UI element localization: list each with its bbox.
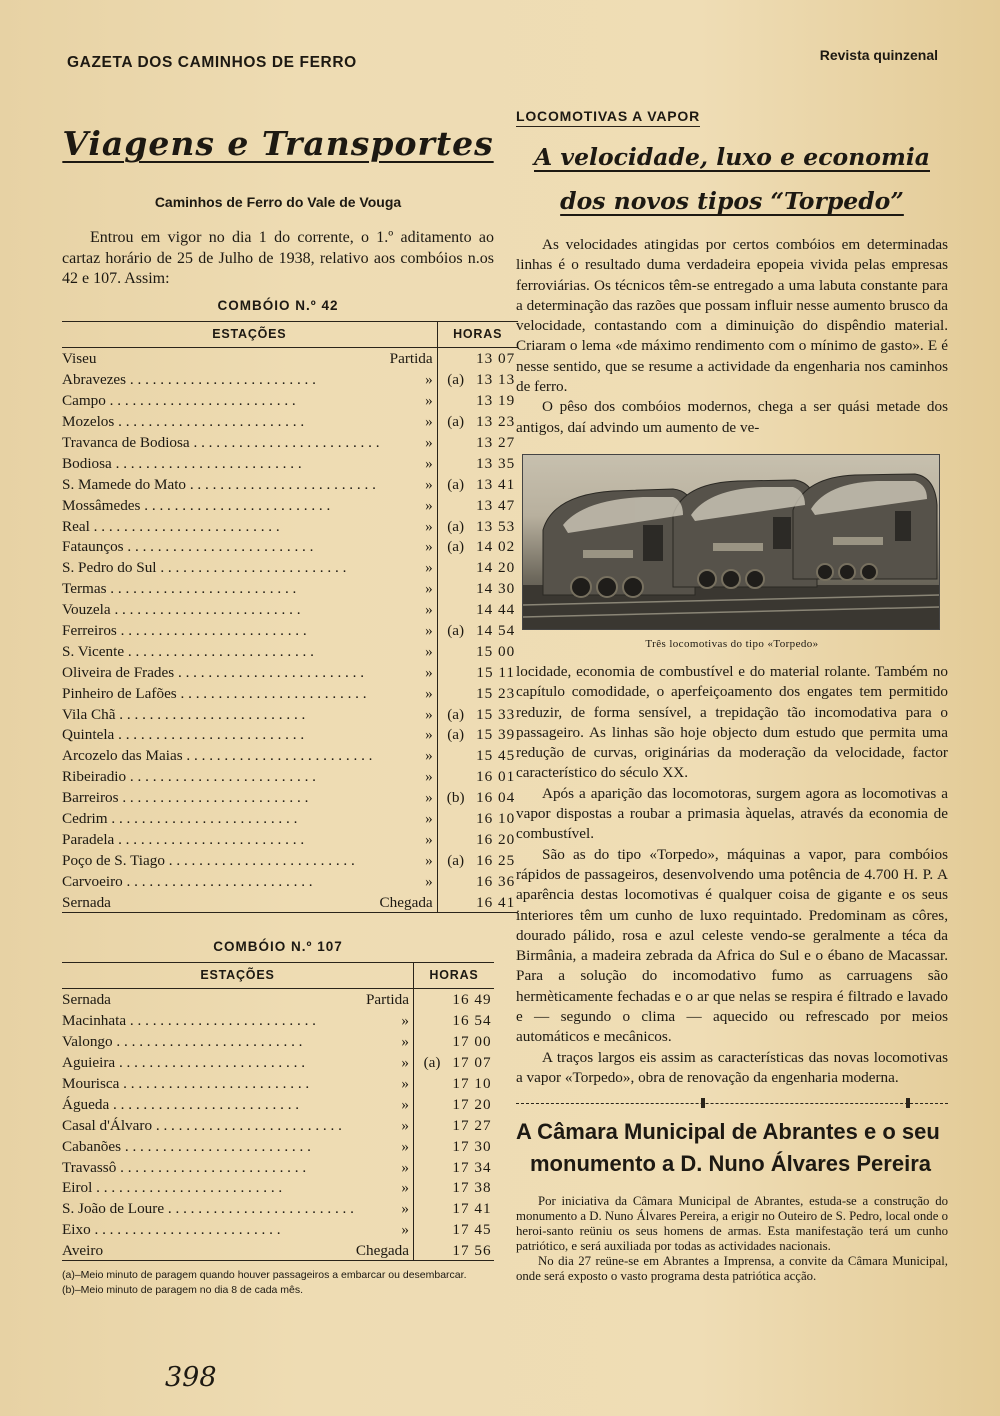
station-name: Aguieira <box>62 1054 116 1072</box>
departure-mark: » <box>401 1054 409 1072</box>
station-name: Vouzela <box>62 601 111 619</box>
leader-dots <box>177 685 367 702</box>
departure-mark: » <box>425 580 433 598</box>
timetable-row <box>62 368 518 389</box>
station-name: Águeda <box>62 1095 110 1113</box>
time-note: (a) <box>447 621 465 639</box>
departure-mark: » <box>425 851 433 869</box>
timetable-row <box>62 431 518 452</box>
station-name: Pinheiro de Lafões <box>62 684 177 702</box>
timetable-row <box>62 870 518 891</box>
leader-dots <box>140 497 330 514</box>
station-name: Valongo <box>62 1033 113 1051</box>
timetable-row <box>62 1093 494 1114</box>
departure-mark: » <box>401 1012 409 1030</box>
departure-mark: » <box>425 768 433 786</box>
article-paragraph: As velocidades atingidas por certos combóios em determinadas linhas é o resultado duma verdadeira epopeia vivida pelas empresas ferroviárias. Os técnicos têm-se entregado a uma labuta constante para a determinação das razões que possam influir nesse aumento brusco da velocidade, contastando com a diminuição do dispêndio material. Criaram o lema «de máximo rendimento com o mínimo de gasto». E é nesse sentido, que se resume a actividade da engenharia nos caminhos de ferro. <box>516 236 948 396</box>
station-name: Oliveira de Frades <box>62 663 175 681</box>
divider-ornament <box>906 1098 910 1108</box>
timetable-row <box>62 1197 494 1218</box>
station-name: Fataunços <box>62 538 124 556</box>
torpedo-locomotives-illustration <box>523 455 939 629</box>
departure-mark: » <box>425 601 433 619</box>
departure-mark: Partida <box>389 350 433 368</box>
article-body-top <box>516 235 948 438</box>
train-42-title: COMBÓIO N.º 42 <box>217 297 339 313</box>
article-paragraph: A traços largos eis assim as características das novas locomotivas a vapor «Torpedo», obra de renovação da engenharia moderna. <box>516 1048 948 1086</box>
departure-mark: » <box>425 413 433 431</box>
article-headline <box>516 135 948 223</box>
time-value: 13 27 <box>476 433 516 451</box>
time-value: 17 56 <box>452 1242 492 1260</box>
time-value: 17 41 <box>452 1200 492 1218</box>
station-name: Sernada <box>62 893 111 911</box>
leader-dots <box>126 371 316 388</box>
station-name: Paradela <box>62 830 115 848</box>
leader-dots <box>113 1033 303 1050</box>
stations-header: ESTAÇÕES <box>62 962 414 988</box>
time-note: (a) <box>447 371 465 389</box>
departure-mark: » <box>401 1179 409 1197</box>
photo-caption: Três locomotivas do tipo «Torpedo» <box>645 637 819 650</box>
running-header-publication: GAZETA DOS CAMINHOS DE FERRO <box>67 54 357 71</box>
leader-dots <box>109 1096 299 1113</box>
time-value: 15 11 <box>476 663 515 681</box>
timetable-notes <box>62 1269 494 1296</box>
timetable-row <box>62 1156 494 1177</box>
departure-mark: » <box>425 642 433 660</box>
departure-mark: » <box>425 621 433 639</box>
section-title: Viagens e Transportes <box>62 124 494 163</box>
article-paragraph: No dia 27 reüne-se em Abrantes a Imprensa, a convite da Câmara Municipal, onde será exposto o vasto programa desta patriótica acção. <box>516 1254 948 1284</box>
station-name: S. Pedro do Sul <box>62 559 157 577</box>
station-name: Poço de S. Tiago <box>62 851 165 869</box>
leader-dots <box>92 1179 282 1196</box>
station-name: Mourisca <box>62 1075 120 1092</box>
time-value: 15 45 <box>476 747 516 765</box>
leader-dots <box>116 1159 306 1176</box>
leader-dots <box>111 601 301 618</box>
departure-mark: » <box>425 559 433 577</box>
departure-mark: » <box>425 872 433 890</box>
time-value: 16 41 <box>476 893 516 911</box>
leader-dots <box>116 706 306 723</box>
leader-dots <box>119 1075 309 1092</box>
station-name: Mozelos <box>62 413 115 431</box>
departure-mark: » <box>401 1158 409 1176</box>
leader-dots <box>114 726 304 743</box>
leader-dots <box>108 810 298 827</box>
time-value: 17 20 <box>452 1095 492 1113</box>
time-value: 14 02 <box>476 538 516 556</box>
abrantes-title-line-2: monumento a D. Nuno Álvares Pereira <box>530 1151 931 1177</box>
timetable-row <box>62 891 518 912</box>
timetable-row <box>62 389 518 410</box>
station-name: S. Mamede do Mato <box>62 475 187 493</box>
timetable-row <box>62 556 518 577</box>
time-value: 16 01 <box>476 768 516 786</box>
timetable-subtitle: Caminhos de Ferro do Vale de Vouga <box>154 194 402 210</box>
note-a: (a)–Meio minuto de paragem quando houver passageiros a embarcar ou desembarcar. <box>62 1269 467 1282</box>
station-name: Real <box>62 517 90 535</box>
station-name: Campo <box>62 392 106 410</box>
page-number: 398 <box>165 1362 217 1393</box>
time-value: 17 30 <box>452 1137 492 1155</box>
time-value: 13 13 <box>476 371 516 389</box>
time-value: 13 41 <box>476 475 516 493</box>
timetable-row <box>62 598 518 619</box>
departure-mark: » <box>425 433 433 451</box>
timetable-row <box>62 807 518 828</box>
station-name: Casal d'Álvaro <box>62 1116 153 1134</box>
time-value: 17 45 <box>452 1221 492 1239</box>
headline-line-1: A velocidade, luxo e economia <box>534 143 930 171</box>
time-value: 16 36 <box>476 872 516 890</box>
timetable-intro: Entrou em vigor no dia 1 do corrente, o 1.º aditamento ao cartaz horário de 25 de Julho de 1938, relativo aos combóios n.os 42 e 107. Assim: <box>62 229 494 287</box>
time-note: (a) <box>447 413 465 431</box>
timetable-row <box>62 682 518 703</box>
article-paragraph: Por iniciativa da Câmara Municipal de Abrantes, estuda-se a construção do monumento a D. Nuno Álvares Pereira, a erigir no Outeiro de S. Pedro, local onde o heroi-santo reüniu os seus homens de armas. Esta manifestação terá um cunho patriótico, e será auxiliada por todas as actividades nacionais. <box>516 1194 948 1254</box>
leader-dots <box>114 831 304 848</box>
leader-dots <box>114 413 304 430</box>
departure-mark: » <box>425 747 433 765</box>
train-107-title: COMBÓIO N.º 107 <box>213 938 343 954</box>
headline-line-2: dos novos tipos “Torpedo” <box>560 187 904 215</box>
departure-mark: » <box>425 371 433 389</box>
leader-dots <box>91 1221 281 1238</box>
time-value: 13 35 <box>476 454 516 472</box>
station-name: Mossâmedes <box>62 496 141 514</box>
article-paragraph: São as do tipo «Torpedo», máquinas a vapor, para combóios rápidos de passageiros, desenvolvendo uma potência de 4.700 H. P. A aparência destas locomotivas é qualquer coisa de gigante e os seus interiores têm um cunho de luxo requintado. Predominam as côres, dourado pálido, rosa e azul celeste vendo-se geralmente a téca da Birmânia, a madeira zebrada da Africa do Sul e o ébano de Macassar. Para a solução do incomodativo fumo as carruagens são hermèticamente fechadas e o ar que nelas se respira é filtrado e lavado e — segundo o clima — aquecido ou refrescado por meios automáticos e mecânicos. <box>516 845 948 1046</box>
time-value: 16 25 <box>476 851 516 869</box>
departure-mark: » <box>425 663 433 681</box>
right-column <box>516 108 948 1284</box>
locomotives-photo <box>522 454 940 630</box>
timetable-42-body <box>62 347 518 912</box>
timetable-row <box>62 988 494 1009</box>
abrantes-article-body <box>516 1194 948 1284</box>
leader-dots <box>119 789 309 806</box>
departure-mark: » <box>425 684 433 702</box>
divider-line <box>516 1103 948 1104</box>
departure-mark: Partida <box>365 991 409 1009</box>
timetable-row <box>62 452 518 473</box>
station-name: S. Vicente <box>62 642 125 660</box>
departure-mark: » <box>401 1200 409 1218</box>
leader-dots <box>174 664 364 681</box>
departure-mark: » <box>401 1033 409 1051</box>
time-note: (a) <box>447 851 465 869</box>
station-name: Quintela <box>62 726 115 744</box>
station-name: Vila Chã <box>62 705 116 723</box>
departure-mark: » <box>401 1116 409 1134</box>
time-value: 13 47 <box>476 496 516 514</box>
station-name: Bodiosa <box>62 454 112 472</box>
time-note: (a) <box>423 1054 441 1072</box>
time-value: 17 27 <box>452 1116 492 1134</box>
departure-mark: » <box>401 1221 409 1239</box>
leader-dots <box>112 455 302 472</box>
leader-dots <box>106 392 296 409</box>
station-name: Sernada <box>62 991 111 1009</box>
timetable-row <box>62 619 518 640</box>
article-section-label: LOCOMOTIVAS A VAPOR <box>516 108 700 127</box>
timetable-row <box>62 410 518 431</box>
departure-mark: » <box>401 1095 409 1113</box>
time-value: 15 00 <box>476 642 516 660</box>
timetable-row <box>62 828 518 849</box>
time-value: 15 33 <box>476 705 516 723</box>
timetable-row <box>62 577 518 598</box>
time-value: 17 00 <box>452 1033 492 1051</box>
station-name: Eixo <box>62 1221 91 1239</box>
departure-mark: » <box>425 475 433 493</box>
time-value: 16 04 <box>476 789 516 807</box>
station-name: Aveiro <box>62 1242 104 1260</box>
timetable-row <box>62 849 518 870</box>
station-name: Eirol <box>62 1179 93 1197</box>
timetable-train-42 <box>62 321 518 913</box>
leader-dots <box>123 873 313 890</box>
timetable-row <box>62 1051 494 1072</box>
time-value: 14 44 <box>476 601 516 619</box>
note-b: (b)–Meio minuto de paragem no dia 8 de cada mês. <box>62 1284 304 1297</box>
timetable-row <box>62 347 518 368</box>
leader-dots <box>183 747 373 764</box>
departure-mark: » <box>425 726 433 744</box>
time-value: 14 54 <box>476 621 516 639</box>
time-value: 15 23 <box>476 684 516 702</box>
time-value: 16 20 <box>476 830 516 848</box>
timetable-row <box>62 1218 494 1239</box>
station-name: Barreiros <box>62 789 119 807</box>
departure-mark: » <box>401 1075 409 1092</box>
time-note: (b) <box>446 789 465 807</box>
time-note: (a) <box>447 705 465 723</box>
departure-mark: » <box>401 1137 409 1155</box>
leader-dots <box>164 1200 354 1217</box>
timetable-train-107 <box>62 962 494 1262</box>
departure-mark: » <box>425 392 433 410</box>
timetable-row <box>62 1177 494 1198</box>
timetable-row <box>62 1114 494 1135</box>
timetable-row <box>62 494 518 515</box>
time-value: 14 20 <box>476 559 516 577</box>
timetable-row <box>62 744 518 765</box>
time-value: 13 53 <box>476 517 516 535</box>
left-column <box>62 110 516 1299</box>
article-paragraph: locidade, economia de combustível e do material rolante. Também no capítulo comodidade, o aperfeiçoamento dos engates tem permitido reduzir, de forma sensível, a trepidação tão incomodativa para o passageiro. As linhas são hoje objecto dum estudo que permita uma redução de curvas, originárias da moderação da velocidade, factor característico do século XX. <box>516 662 948 782</box>
timetable-row <box>62 1135 494 1156</box>
departure-mark: » <box>425 705 433 723</box>
leader-dots <box>126 768 316 785</box>
time-value: 17 34 <box>452 1158 492 1176</box>
timetable-row <box>62 1030 494 1051</box>
time-value: 17 07 <box>452 1054 492 1072</box>
divider-ornament <box>701 1098 705 1108</box>
departure-mark: Chegada <box>380 891 438 912</box>
timetable-row <box>62 515 518 536</box>
time-value: 13 23 <box>476 413 516 431</box>
time-value: 13 07 <box>476 350 516 368</box>
article-paragraph: Após a aparição das locomotoras, surgem agora as locomotivas a vapor dispostas a roubar a primasia àquelas, através da economia de combustível. <box>516 784 948 843</box>
timetable-row <box>62 661 518 682</box>
leader-dots <box>90 518 280 535</box>
article-body-bottom <box>516 662 948 1088</box>
station-name: Arcozelo das Maias <box>62 747 183 765</box>
time-value: 15 39 <box>476 726 516 744</box>
leader-dots <box>124 643 314 660</box>
station-name: Carvoeiro <box>62 872 123 890</box>
station-name: Viseu <box>62 350 97 368</box>
abrantes-article-title <box>516 1116 948 1180</box>
timetable-row <box>62 1072 494 1093</box>
leader-dots <box>152 1117 342 1134</box>
timetable-row <box>62 536 518 557</box>
abrantes-title-line-1: A Câmara Municipal de Abrantes e o seu <box>516 1119 940 1145</box>
leader-dots <box>115 1054 305 1071</box>
departure-mark: » <box>425 789 433 807</box>
station-name: Ferreiros <box>62 621 117 639</box>
leader-dots <box>165 852 355 869</box>
leader-dots <box>186 476 376 493</box>
timetable-107-body <box>62 988 494 1261</box>
time-value: 17 10 <box>452 1075 492 1092</box>
time-note: (a) <box>447 538 465 556</box>
leader-dots <box>157 559 347 576</box>
time-value: 14 30 <box>476 580 516 598</box>
leader-dots <box>126 1012 316 1029</box>
station-name: Macinhata <box>62 1012 127 1030</box>
departure-mark: » <box>425 809 433 827</box>
station-name: Termas <box>62 580 107 598</box>
leader-dots <box>124 538 314 555</box>
departure-mark: Chegada <box>356 1239 414 1260</box>
time-value: 13 19 <box>476 392 516 410</box>
station-name: Travanca de Bodiosa <box>62 433 190 451</box>
time-note: (a) <box>447 726 465 744</box>
leader-dots <box>117 622 307 639</box>
timetable-row <box>62 786 518 807</box>
station-name: Ribeiradio <box>62 768 127 786</box>
timetable-row <box>62 765 518 786</box>
station-name: Abravezes <box>62 371 127 389</box>
departure-mark: » <box>425 830 433 848</box>
hours-header: HORAS <box>437 321 518 347</box>
station-name: Cedrim <box>62 809 108 827</box>
station-name: Travassô <box>62 1158 117 1176</box>
time-value: 16 49 <box>452 991 492 1009</box>
time-note: (a) <box>447 517 465 535</box>
timetable-row <box>62 640 518 661</box>
timetable-row <box>62 703 518 724</box>
leader-dots <box>106 580 296 597</box>
time-note: (a) <box>447 475 465 493</box>
stations-header: ESTAÇÕES <box>62 321 437 347</box>
departure-mark: » <box>425 517 433 535</box>
station-name: Cabanões <box>62 1137 122 1155</box>
leader-dots <box>121 1138 311 1155</box>
timetable-row <box>62 1239 494 1260</box>
article-divider <box>516 1096 948 1110</box>
departure-mark: » <box>425 454 433 472</box>
time-value: 17 38 <box>452 1179 492 1197</box>
running-header-periodicity: Revista quinzenal <box>819 47 938 63</box>
timetable-row <box>62 473 518 494</box>
timetable-row <box>62 1009 494 1030</box>
timetable-row <box>62 724 518 745</box>
station-name: S. João de Loure <box>62 1200 165 1218</box>
time-value: 16 54 <box>452 1012 492 1030</box>
hours-header: HORAS <box>414 962 495 988</box>
article-paragraph: O pêso dos combóios modernos, chega a ser quási metade dos antigos, daí advindo um aumento de ve- <box>516 398 948 436</box>
departure-mark: » <box>425 496 433 514</box>
departure-mark: » <box>425 538 433 556</box>
time-value: 16 10 <box>476 809 516 827</box>
leader-dots <box>190 434 380 451</box>
